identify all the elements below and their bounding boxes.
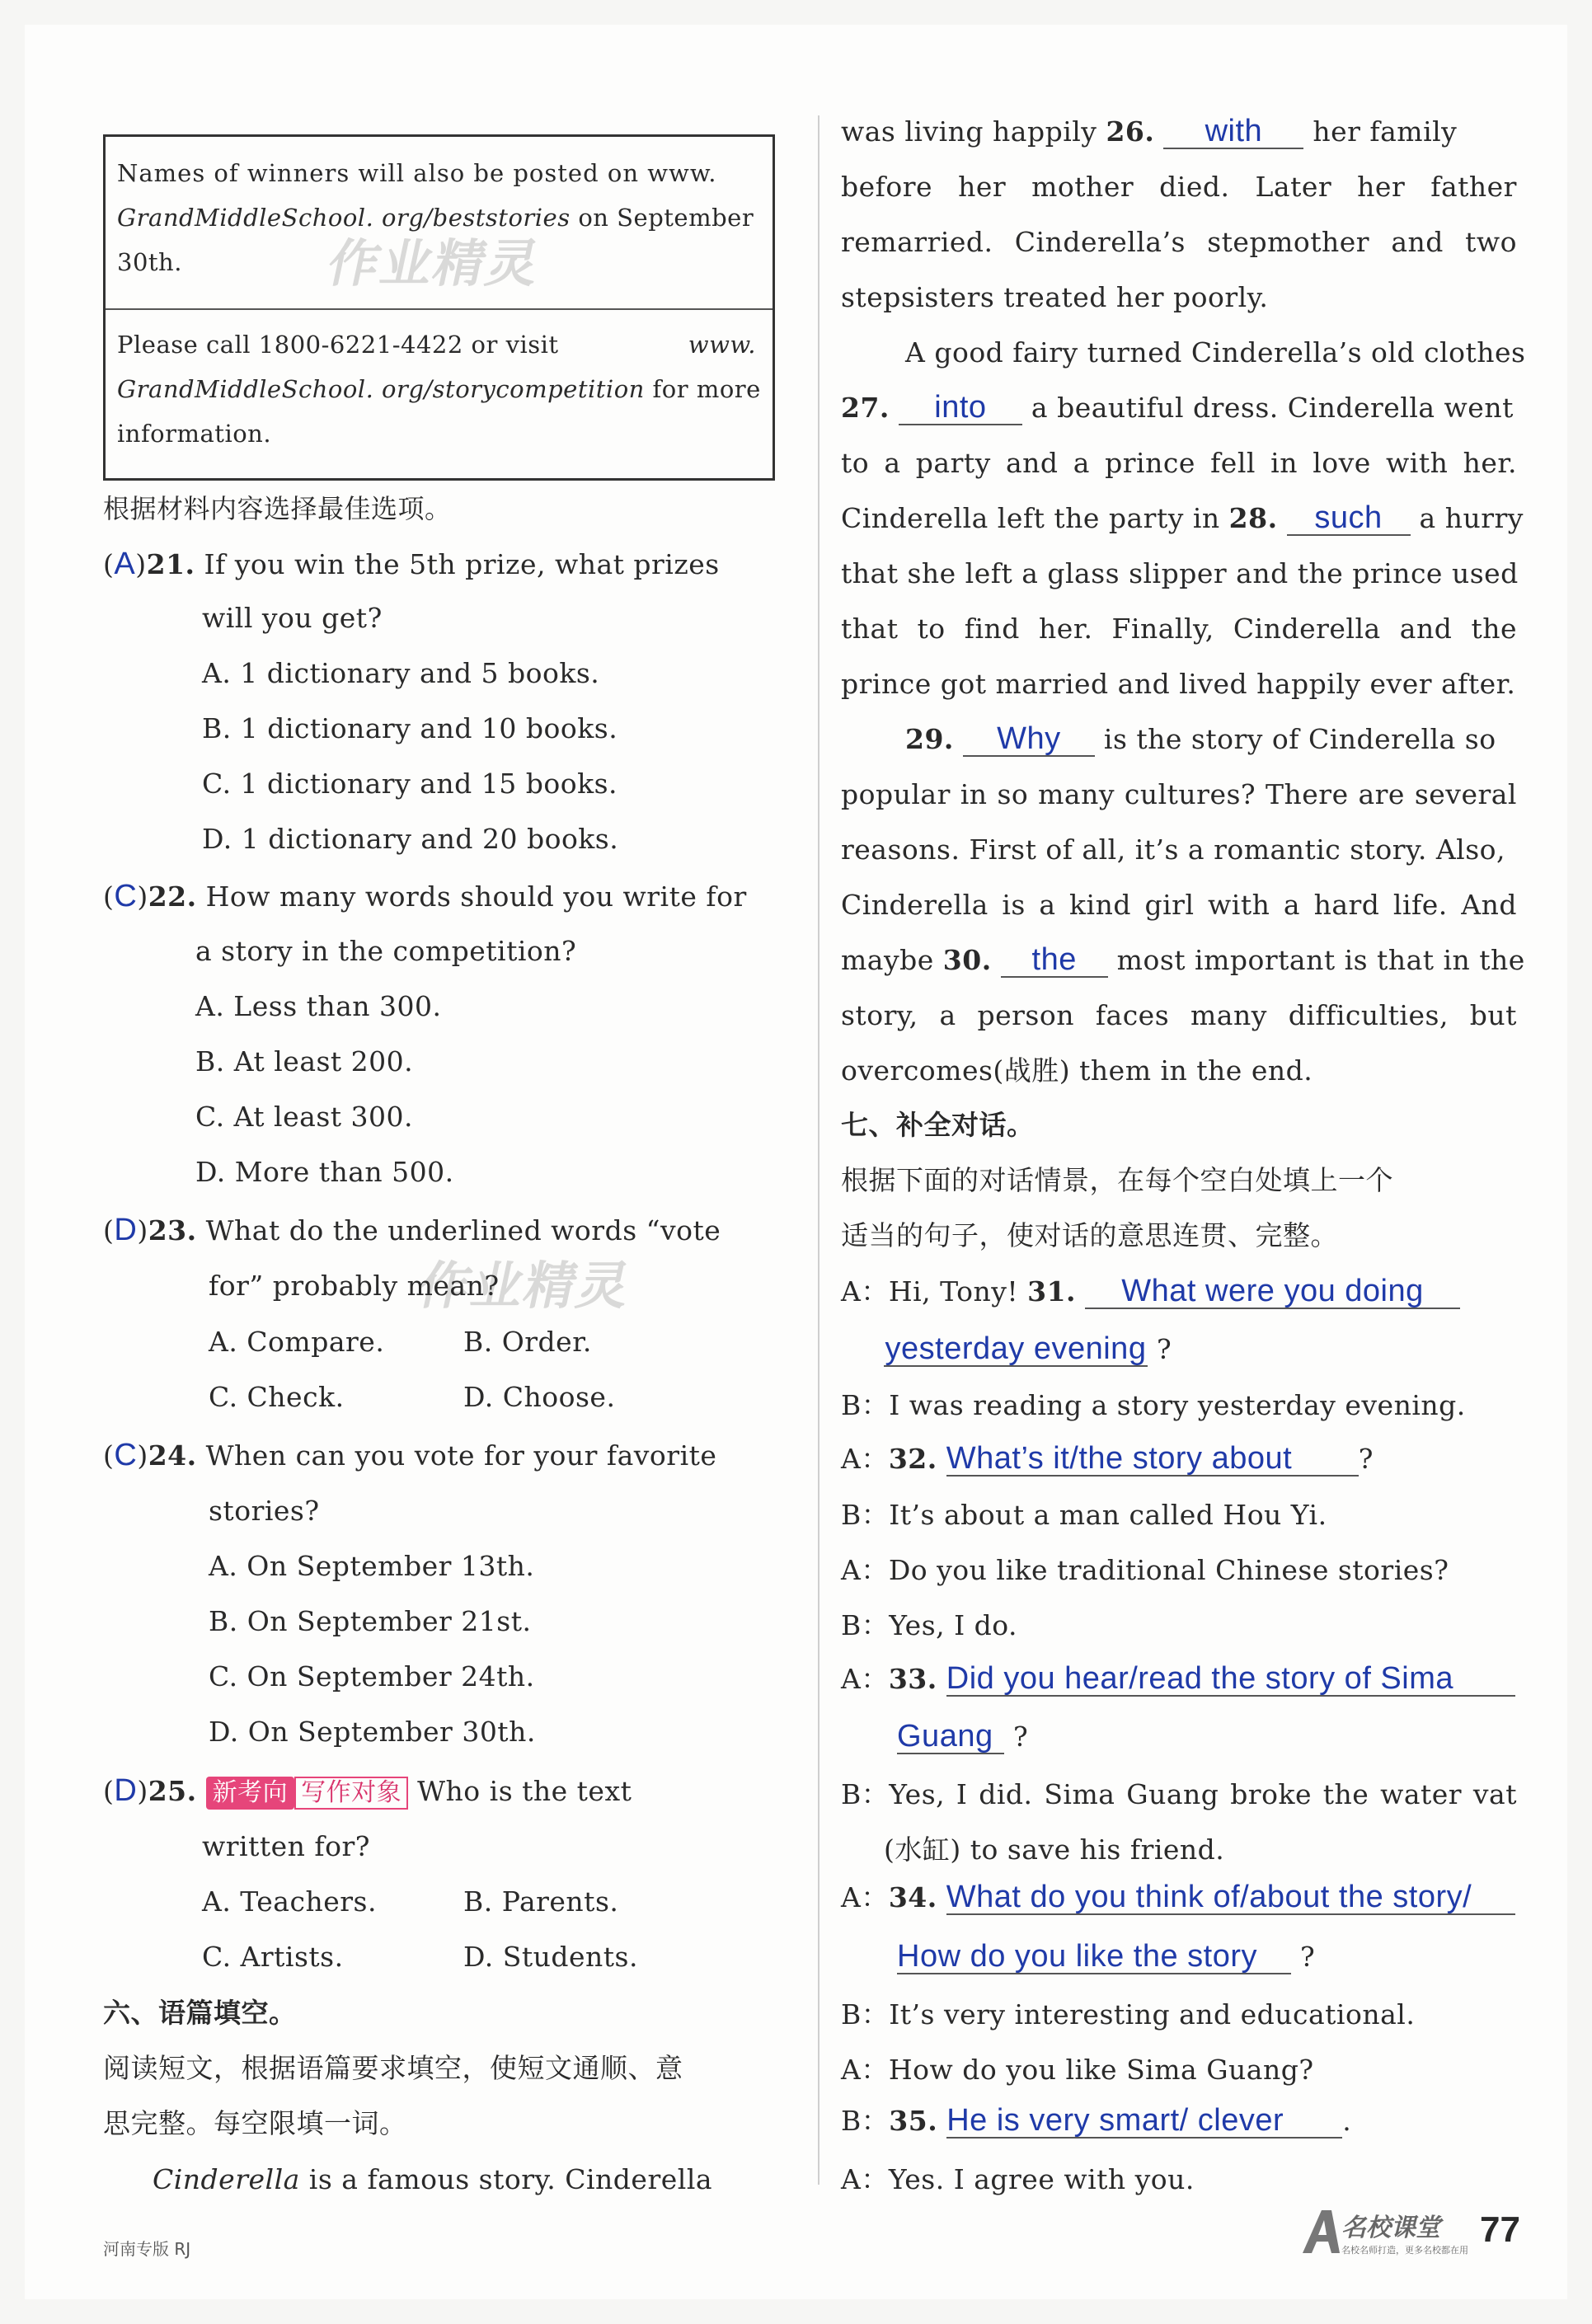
q23-stem: What do the underlined words “vote (205, 1214, 721, 1247)
q25-option-a: A. Teachers. (202, 1885, 377, 1918)
new-trend-badge: 新考向 (206, 1777, 295, 1810)
section6-title: 六、语篇填空。 (103, 1997, 297, 2029)
q25-line2: written for? (202, 1830, 370, 1862)
q22-answer: C (114, 879, 138, 913)
passage-line-9: that she left a glass slipper and the prince used (841, 557, 1519, 589)
blank-28-num: 28. (1228, 502, 1278, 534)
blank-29-num: 29. (905, 723, 954, 755)
q23-option-c: C. Check. (209, 1381, 345, 1413)
brand-logo-subtext: 名校名师打造，更多名校都在用 (1341, 2245, 1468, 2256)
blank-27-num: 27. (841, 392, 890, 424)
dialog-b4-line2: (水缸) to save his friend. (884, 1833, 1225, 1866)
passage-text: Cinderella left the party in (841, 502, 1229, 534)
blank-33-num: 33. (888, 1663, 937, 1695)
q25-stem: Who is the text (417, 1775, 632, 1807)
q23-line2: for” probably mean? (209, 1270, 500, 1302)
dialog-b2: B：It’s about a man called Hou Yi. (841, 1499, 1327, 1531)
q25-option-d: D. Students. (463, 1941, 638, 1973)
question-mark: ? (1013, 1721, 1029, 1753)
q24-num: 24. (148, 1439, 197, 1472)
section7-instruction-2: 适当的句子，使对话的意思连贯、完整。 (841, 1219, 1338, 1251)
passage-line-16 (841, 942, 1525, 979)
q22-option-d: D. More than 500. (195, 1156, 454, 1188)
q24-option-c: C. On September 24th. (209, 1660, 535, 1693)
dialog-32-line (841, 1441, 1517, 1477)
blank-27[interactable]: into (899, 391, 1022, 425)
dialog-speaker: B： (841, 2105, 890, 2137)
dialog-speaker: A： (841, 1881, 889, 1913)
notice-line-2-text: on September (570, 204, 754, 232)
q21-line1: (A)21. If you win the 5th prize, what prizes (103, 547, 720, 581)
notice-line-3: 30th. (117, 248, 182, 276)
q23-option-d: D. Choose. (463, 1381, 616, 1413)
blank-34b[interactable]: How do you like the story (897, 1940, 1291, 1974)
dialog-31-line2 (884, 1331, 1172, 1368)
notice-line-4-text: Please call 1800-6221-4422 or visit (117, 331, 559, 359)
writing-target-badge: 写作对象 (294, 1777, 408, 1810)
q24-line2: stories? (209, 1495, 320, 1527)
section5-instruction: 根据材料内容选择最佳选项。 (103, 493, 452, 524)
passage-text: her family (1303, 115, 1458, 148)
notice-url-1[interactable]: GrandMiddleSchool. org/beststories (117, 204, 571, 232)
q24-option-a: A. On September 13th. (209, 1550, 535, 1582)
section7-title: 七、补全对话。 (841, 1109, 1035, 1141)
passage-line-18: overcomes(战胜) them in the end. (841, 1054, 1313, 1087)
notice-divider (106, 308, 773, 310)
blank-31b[interactable]: yesterday evening (885, 1331, 1147, 1366)
notice-line-5 (117, 371, 761, 407)
watermark-1: 作业精灵 (322, 233, 547, 293)
blank-30[interactable]: the (1001, 943, 1108, 978)
dialog-a6: A：Yes. I agree with you. (841, 2163, 1195, 2195)
brand-logo (1298, 2205, 1468, 2263)
q23-line1: (D)23. What do the underlined words “vote (103, 1213, 721, 1247)
dialog-34-line2 (897, 1939, 1315, 1975)
q23-option-a: A. Compare. (209, 1326, 385, 1358)
blank-26[interactable]: with (1163, 115, 1303, 149)
passage-text: a beautiful dress. Cinderella went (1021, 392, 1514, 424)
period: . (1342, 2105, 1352, 2137)
blank-34-num: 34. (888, 1881, 937, 1913)
dialog-a5: A：How do you like Sima Guang? (841, 2054, 1314, 2086)
blank-31a[interactable]: What were you doing (1085, 1275, 1460, 1309)
dialog-b5: B：It’s very interesting and educational. (841, 1998, 1416, 2031)
section6-instruction-2: 思完整。每空限填一词。 (103, 2107, 407, 2139)
brand-logo-text: 名校课堂 (1341, 2214, 1440, 2242)
q25-option-c: C. Artists. (202, 1941, 344, 1973)
passage-line-10: that to find her. Finally, Cinderella and the (841, 613, 1517, 645)
page (25, 25, 1567, 2299)
q21-option-a: A. 1 dictionary and 5 books. (202, 657, 600, 689)
passage-line-7: to a party and a prince fell in love with her. (841, 447, 1517, 479)
passage-line-4: stepsisters treated her poorly. (841, 281, 1269, 313)
question-mark: ? (1358, 1443, 1374, 1475)
q22-line1: (C)22. How many words should you write for (103, 879, 747, 913)
notice-line-4 (117, 326, 756, 363)
column-divider (818, 115, 819, 2185)
notice-www: www. (688, 331, 756, 359)
q25-option-b: B. Parents. (463, 1885, 619, 1918)
blank-35[interactable]: He is very smart/ clever (946, 2104, 1342, 2139)
q22-option-a: A. Less than 300. (195, 990, 442, 1022)
question-mark: ? (1300, 1941, 1316, 1973)
dialog-speaker: A：Hi, Tony! (841, 1275, 1028, 1308)
passage-line-12 (905, 721, 1496, 758)
passage-start (153, 2162, 712, 2198)
q25-num: 25. (148, 1775, 197, 1807)
passage-line-11: prince got married and lived happily ever after. (841, 668, 1516, 700)
section6-instruction-1: 阅读短文，根据语篇要求填空，使短文通顺、意 (103, 2052, 683, 2084)
blank-30-num: 30. (942, 944, 992, 976)
passage-text: most important is that in the (1107, 944, 1525, 976)
passage-line-5: A good fairy turned Cinderella’s old clothes (905, 336, 1526, 369)
dialog-31-line1 (841, 1274, 1517, 1310)
q21-option-d: D. 1 dictionary and 20 books. (202, 823, 619, 855)
passage-line-2: before her mother died. Later her father (841, 171, 1517, 203)
passage-start-text: is a famous story. Cinderella (299, 2163, 713, 2195)
q21-stem: If you win the 5th prize, what prizes (204, 548, 720, 580)
blank-35-num: 35. (889, 2105, 938, 2137)
passage-line-14: reasons. First of all, it’s a romantic story. Also, (841, 833, 1505, 866)
blank-33b[interactable]: Guang (897, 1720, 1004, 1754)
dialog-35-line (841, 2103, 1517, 2139)
blank-31-num: 31. (1027, 1275, 1077, 1308)
passage-line-1 (841, 114, 1517, 150)
q22-num: 22. (148, 880, 197, 913)
q23-num: 23. (148, 1214, 197, 1247)
blank-32[interactable]: What’s it/the story about (946, 1442, 1359, 1477)
q21-option-c: C. 1 dictionary and 15 books. (202, 768, 618, 800)
dialog-speaker: A： (841, 1663, 889, 1695)
passage-text: maybe (841, 944, 943, 976)
notice-line-6: information. (117, 420, 272, 448)
passage-text: was living happily (841, 115, 1106, 148)
q21-answer: A (114, 547, 136, 581)
dialog-b1: B：I was reading a story yesterday evening. (841, 1389, 1466, 1421)
cinderella-title: Cinderella (153, 2163, 300, 2195)
passage-line-17: story, a person faces many difficulties, but (841, 999, 1517, 1031)
edition-label: 河南专版 RJ (103, 2239, 191, 2259)
passage-text: is the story of Cinderella so (1094, 723, 1496, 755)
q22-option-c: C. At least 300. (195, 1101, 413, 1133)
dialog-a2: A：Do you like traditional Chinese stories? (841, 1554, 1449, 1586)
passage-line-13: popular in so many cultures? There are several (841, 778, 1517, 810)
q24-stem: When can you vote for your favorite (205, 1439, 717, 1472)
blank-33a[interactable]: Did you hear/read the story of Sima (946, 1662, 1515, 1697)
dialog-33-line1 (841, 1661, 1517, 1697)
passage-line-8 (841, 500, 1524, 537)
question-mark: ? (1157, 1333, 1172, 1365)
q21-line2: will you get? (202, 602, 383, 634)
blank-28[interactable]: such (1287, 501, 1411, 536)
dialog-speaker: A： (841, 1443, 889, 1475)
notice-line-5-text: for more (644, 375, 761, 403)
passage-text: a hurry (1410, 502, 1524, 534)
q25-answer: D (114, 1773, 138, 1808)
q24-option-b: B. On September 21st. (209, 1605, 532, 1637)
q24-option-d: D. On September 30th. (209, 1716, 536, 1748)
notice-line-1: Names of winners will also be posted on www. (117, 159, 717, 187)
blank-32-num: 32. (888, 1443, 937, 1475)
q25-line1: (D)25. 新考向 写作对象 Who is the text (103, 1773, 632, 1808)
notice-url-2[interactable]: GrandMiddleSchool. org/storycompetition (117, 375, 645, 403)
dialog-33-line2 (897, 1719, 1028, 1755)
watermark-2: 作业精灵 (413, 1256, 637, 1316)
q23-option-b: B. Order. (463, 1326, 592, 1358)
dialog-34-line1 (841, 1880, 1517, 1916)
q22-option-b: B. At least 200. (195, 1045, 414, 1077)
page-number: 77 (1480, 2209, 1520, 2250)
passage-line-6 (841, 390, 1517, 426)
dialog-b4: B：Yes, I did. Sima Guang broke the water vat (841, 1778, 1517, 1810)
blank-29[interactable]: Why (963, 722, 1095, 757)
dialog-b3: B：Yes, I do. (841, 1609, 1018, 1641)
q24-line1: (C)24. When can you vote for your favorite (103, 1438, 717, 1472)
q21-option-b: B. 1 dictionary and 10 books. (202, 712, 618, 744)
section7-instruction-1: 根据下面的对话情景，在每个空白处填上一个 (841, 1164, 1393, 1196)
blank-26-num: 26. (1106, 115, 1155, 148)
q22-stem: How many words should you write for (205, 880, 747, 913)
q24-answer: C (114, 1438, 138, 1472)
q23-answer: D (114, 1213, 138, 1247)
q22-line2: a story in the competition? (195, 935, 577, 967)
blank-34a[interactable]: What do you think of/about the story/ (946, 1880, 1515, 1915)
passage-line-15: Cinderella is a kind girl with a hard life. And (841, 889, 1517, 921)
passage-line-3: remarried. Cinderella’s stepmother and two (841, 226, 1517, 258)
q21-num: 21. (146, 548, 195, 580)
